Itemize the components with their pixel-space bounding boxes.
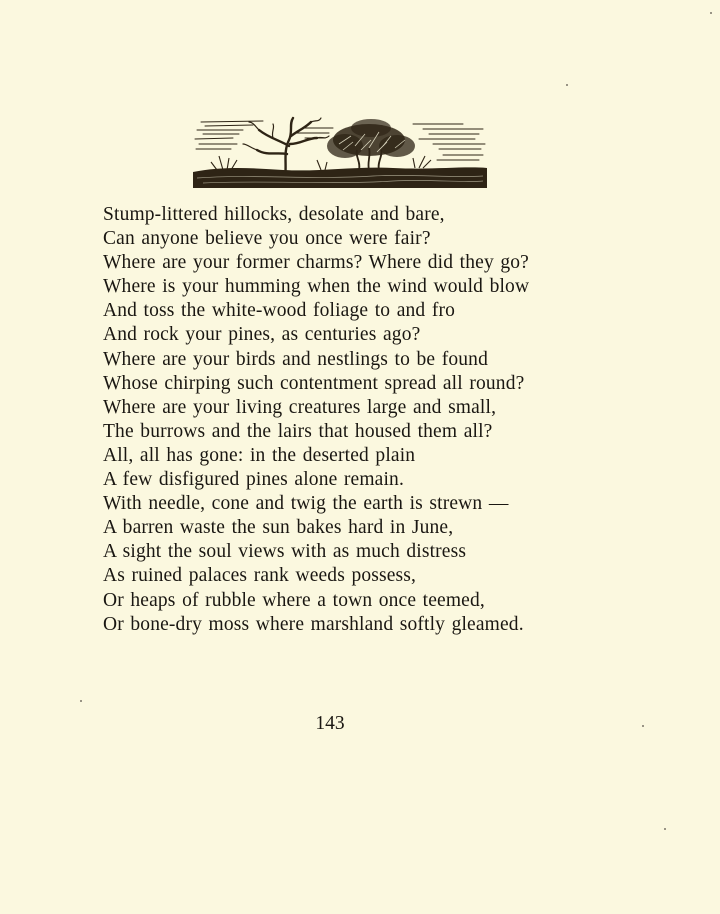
poem-line: Where are your living creatures large and small,	[103, 396, 497, 418]
poem-line: As ruined palaces rank weeds possess,	[103, 565, 417, 587]
paper-speck	[710, 12, 712, 14]
poem-line: Where are your former charms? Where did they go?	[103, 252, 529, 274]
paper-speck	[566, 84, 568, 86]
paper-speck	[664, 828, 666, 830]
poem-line: Where are your birds and nestlings to be found	[103, 348, 488, 370]
poem-line: Can anyone believe you once were fair?	[103, 228, 431, 250]
poem-line: A barren waste the sun bakes hard in June,	[103, 517, 454, 539]
poem-line: Whose chirping such contentment spread all round?	[103, 372, 525, 394]
poem-line: A sight the soul views with as much distress	[103, 541, 467, 563]
poem-line: Or bone-dry moss where marshland softly gleamed.	[103, 613, 524, 635]
poem-line: And toss the white-wood foliage to and fro	[103, 300, 456, 322]
paper-speck	[642, 725, 644, 727]
woodcut-landscape-illustration	[193, 116, 487, 188]
poem-stanza	[103, 203, 663, 637]
poem-line: Where is your humming when the wind would blow	[103, 276, 530, 298]
poem-line: And rock your pines, as centuries ago?	[103, 324, 421, 346]
poem-line: The burrows and the lairs that housed them all?	[103, 420, 493, 442]
poem-line: Stump-littered hillocks, desolate and bare,	[103, 204, 445, 225]
page-number: 143	[315, 713, 345, 734]
poem-line: With needle, cone and twig the earth is strewn —	[103, 493, 509, 515]
paper-speck	[80, 700, 82, 702]
poem-line: A few disfigured pines alone remain.	[103, 469, 404, 491]
poem-line: All, all has gone: in the deserted plain	[103, 444, 416, 466]
poem-line: Or heaps of rubble where a town once teemed,	[103, 589, 485, 611]
